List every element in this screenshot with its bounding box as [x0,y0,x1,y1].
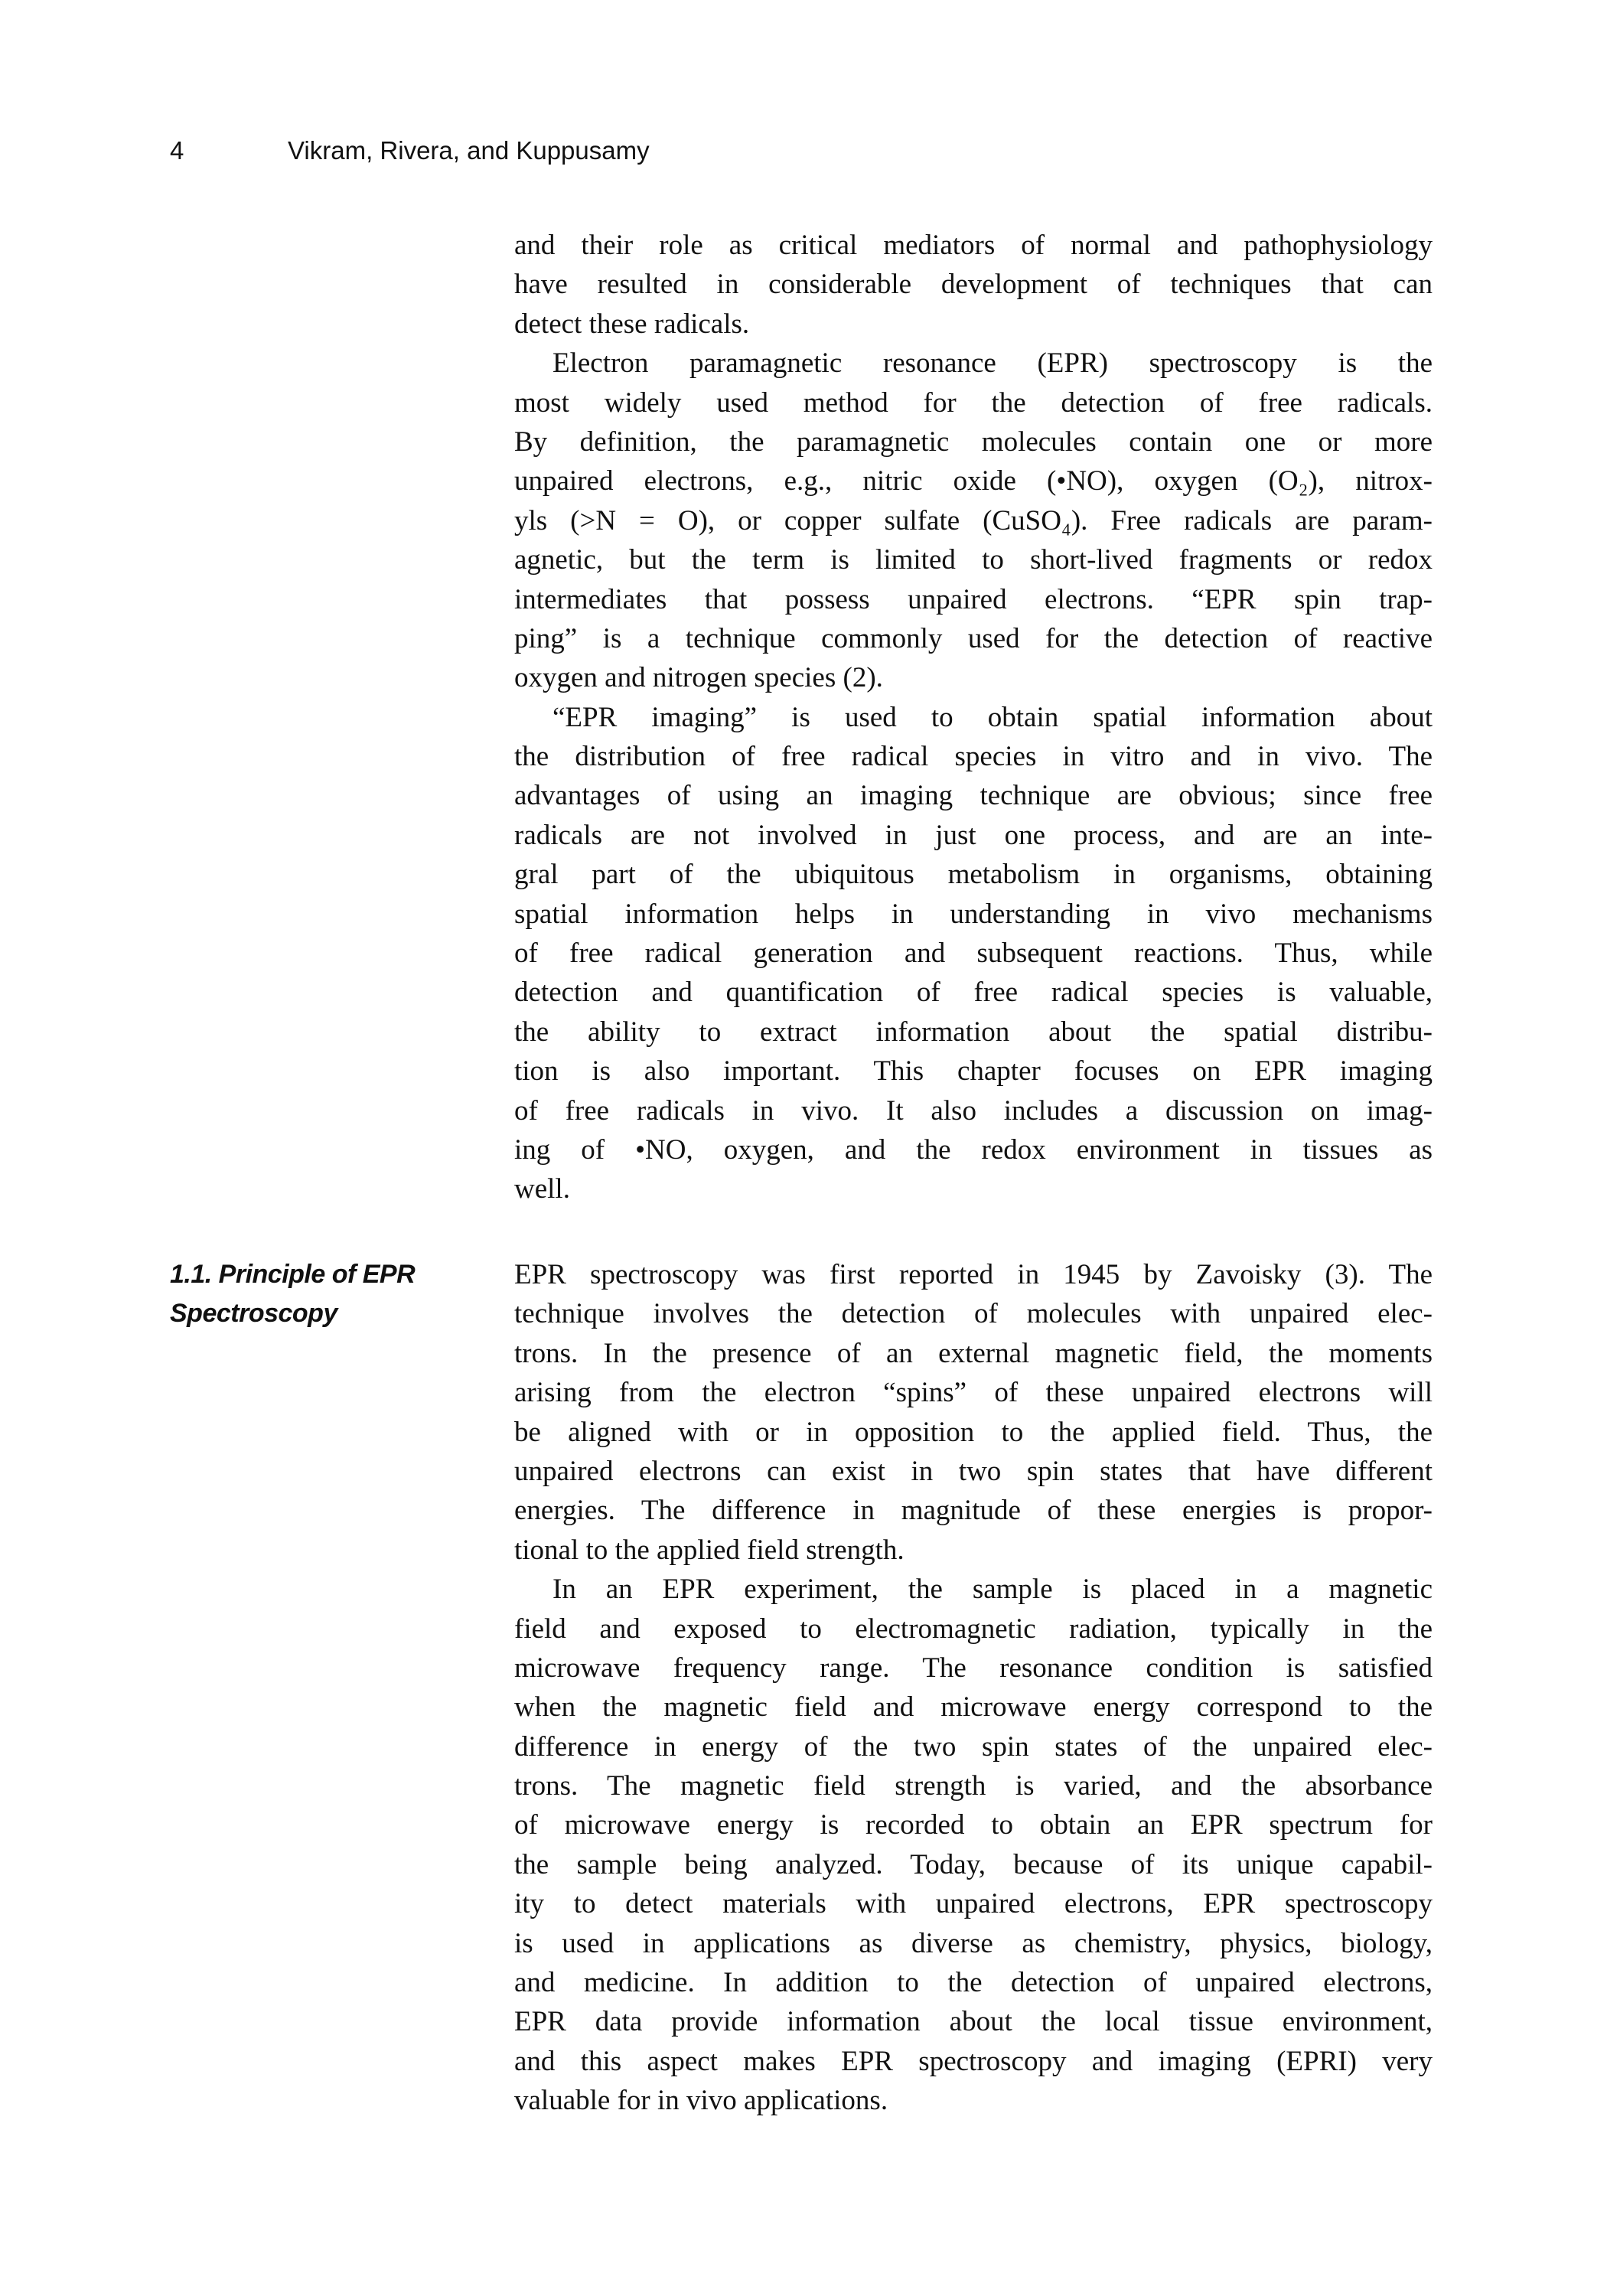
text-line: advantages of using an imaging technique are obvious; since free [514,780,1433,812]
paragraph [514,226,1433,344]
text-line: oxygen and nitrogen species (2). [514,662,883,694]
section-heading-line: 1.1. Principle of EPR [170,1260,416,1289]
text-line: of free radicals in vivo. It also includes a discussion on imag- [514,1094,1433,1127]
text-line: tional to the applied field strength. [514,1534,905,1566]
text-line: arising from the electron “spins” of these unpaired electrons will [514,1377,1433,1409]
text-line: is used in applications as diverse as chemistry, physics, biology, [514,1927,1433,1959]
paragraph [514,344,1433,698]
text-line: unpaired electrons can exist in two spin states that have different [514,1455,1433,1487]
text-line: the ability to extract information about the spatial distribu- [514,1016,1433,1048]
text-line: detection and quantification of free radical species is valuable, [514,977,1433,1009]
text-line: microwave frequency range. The resonance condition is satisfied [514,1652,1433,1684]
text-line: gral part of the ubiquitous metabolism in organisms, obtaining [514,859,1433,891]
text-line: difference in energy of the two spin states of the unpaired elec- [514,1730,1433,1763]
text-line: ing of •NO, oxygen, and the redox environment in tissues as [514,1133,1433,1166]
text-line: when the magnetic field and microwave energy correspond to the [514,1691,1433,1724]
text-line: well. [514,1173,570,1205]
text-line: yls (>N = O), or copper sulfate (CuSO₄). Free radicals are param- [514,504,1433,536]
text-line: be aligned with or in opposition to the applied field. Thus, the [514,1416,1433,1448]
section-heading [170,1255,415,1334]
text-line: trons. In the presence of an external magnetic field, the moments [514,1337,1433,1369]
text-line: ping” is a technique commonly used for the detection of reactive [514,622,1433,654]
text-line: and this aspect makes EPR spectroscopy and imaging (EPRI) very [514,2045,1433,2077]
text-line: Electron paramagnetic resonance (EPR) spectroscopy is the [553,347,1433,380]
paragraph [514,1255,1433,1570]
text-line: and their role as critical mediators of normal and pathophysiology [514,230,1433,261]
text-line: ity to detect materials with unpaired electrons, EPR spectroscopy [514,1888,1433,1920]
intro-text [514,226,1433,1209]
text-line: By definition, the paramagnetic molecules contain one or more [514,426,1433,458]
text-line: most widely used method for the detection of free radicals. [514,386,1433,419]
text-line: “EPR imaging” is used to obtain spatial information about [553,701,1433,733]
text-line: radicals are not involved in just one process, and are an inte- [514,819,1433,851]
text-line: field and exposed to electromagnetic radiation, typically in the [514,1613,1433,1645]
text-line: of free radical generation and subsequent reactions. Thus, while [514,938,1433,970]
running-header-authors: Vikram, Rivera, and Kuppusamy [288,136,650,165]
section-heading-line: Spectroscopy [170,1299,337,1329]
text-line: and medicine. In addition to the detection of unpaired electrons, [514,1967,1433,1999]
text-line: of microwave energy is recorded to obtain an EPR spectrum for [514,1809,1433,1841]
text-line: technique involves the detection of molecules with unpaired elec- [514,1298,1433,1330]
text-line: tion is also important. This chapter focuses on EPR imaging [514,1055,1433,1088]
page-number: 4 [170,136,184,165]
text-line: agnetic, but the term is limited to short-lived fragments or redox [514,544,1433,576]
text-line: In an EPR experiment, the sample is placed in a magnetic [553,1574,1433,1606]
text-line: spatial information helps in understanding in vivo mechanisms [514,898,1433,930]
text-line: have resulted in considerable development of techniques that can [514,269,1433,301]
text-line: the distribution of free radical species in vitro and in vivo. The [514,741,1433,773]
text-line: EPR data provide information about the local tissue environment, [514,2006,1433,2038]
text-line: valuable for in vivo applications. [514,2085,888,2117]
paragraph [514,1570,1433,2120]
text-line: EPR spectroscopy was first reported in 1945 by Zavoisky (3). The [514,1259,1433,1290]
paragraph [514,698,1433,1209]
text-line: trons. The magnetic field strength is varied, and the absorbance [514,1770,1433,1802]
text-line: intermediates that possess unpaired electrons. “EPR spin trap- [514,583,1433,615]
text-line: energies. The difference in magnitude of these energies is propor- [514,1495,1433,1527]
text-line: unpaired electrons, e.g., nitric oxide (•NO), oxygen (O₂), nitrox- [514,465,1433,497]
text-line: detect these radicals. [514,308,750,340]
text-line: the sample being analyzed. Today, because of its unique capabil- [514,1848,1433,1880]
section-body-text [514,1255,1433,2121]
